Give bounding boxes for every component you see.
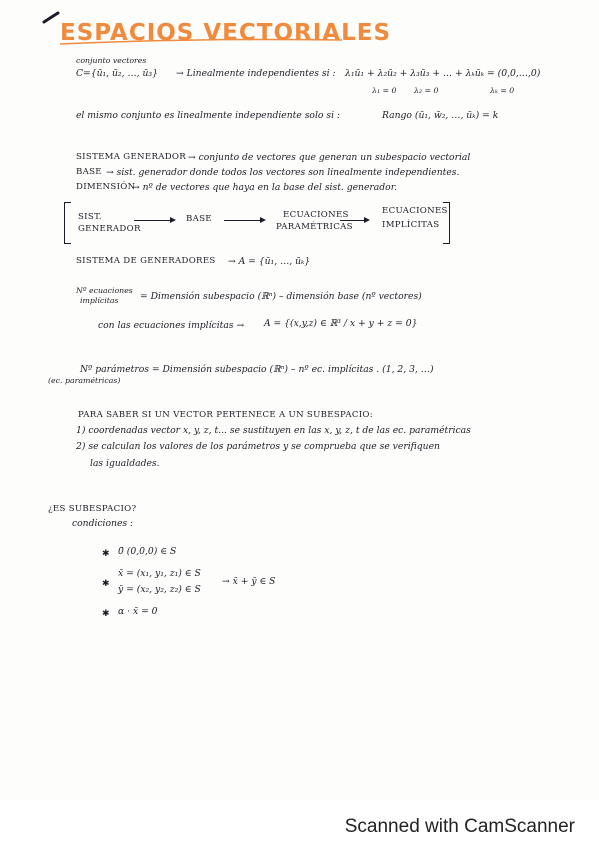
flow-item-ecuaciones-1: ECUACIONES	[283, 210, 349, 220]
flow-item-parametricas: PARAMÉTRICAS	[276, 222, 353, 232]
condition-scalar: α · x̄ = 0	[118, 606, 158, 617]
implicit-label-2: implícitas	[80, 296, 119, 305]
belongs-step-1: 1) coordenadas vector x, y, z, t... se sustituyen en las x, y, z, t de las ec. paramétricas	[76, 425, 471, 436]
implicit-example: A = {(x,y,z) ∈ ℝ³ / x + y + z = 0}	[264, 318, 418, 329]
bullet-3: ✱	[102, 609, 110, 619]
lambda-k: λₖ = 0	[490, 86, 515, 95]
condition-sum-result: → x̄ + ȳ ∈ S	[222, 576, 276, 587]
def-label-dimension: DIMENSIÓN	[76, 182, 136, 192]
page-title: ESPACIOS VECTORIALES	[60, 20, 392, 46]
generators-text: → A = {ū₁, …, ūₖ}	[228, 256, 311, 267]
parametric-formula: Nº parámetros = Dimensión subespacio (ℝⁿ) – nº ec. implícitas . (1, 2, 3, …)	[80, 364, 434, 375]
generators-label: SISTEMA DE GENERADORES	[76, 256, 216, 266]
flow-bracket-left	[64, 202, 71, 244]
parametric-note: (ec. paramétricas)	[48, 376, 121, 385]
def-label-base: BASE	[76, 167, 102, 177]
rank-text: Rango (ū₁, w̄₂, …, ūₖ) = k	[382, 110, 499, 121]
flow-arrow-2	[224, 220, 264, 221]
subspace-question: ¿ES SUBESPACIO?	[48, 504, 137, 514]
same-set-text: el mismo conjunto es linealmente independiente solo si :	[76, 110, 341, 121]
bullet-1: ✱	[102, 549, 110, 559]
implicit-label-1: Nº ecuaciones	[76, 286, 133, 295]
flow-item-generador: GENERADOR	[78, 224, 141, 234]
belongs-step-3: las igualdades.	[90, 458, 160, 469]
flow-arrow-1	[134, 220, 174, 221]
implicit-example-prefix: con las ecuaciones implícitas →	[98, 320, 245, 331]
scanner-footer	[0, 800, 599, 848]
lambda-2: λ₂ = 0	[414, 86, 439, 95]
def-label-system: SISTEMA GENERADOR	[76, 152, 187, 162]
condition-x-vector: x̄ = (x₁, y₁, z₁) ∈ S	[118, 568, 201, 579]
bullet-2: ✱	[102, 579, 110, 589]
condition-zero-vector: 0̄ (0,0,0) ∈ S	[118, 546, 177, 557]
flow-arrow-3	[340, 220, 368, 221]
def-text-system: → conjunto de vectores que generan un subespacio vectorial	[188, 152, 471, 163]
flow-item-base: BASE	[186, 214, 212, 224]
flow-item-ecuaciones-2: ECUACIONES	[382, 206, 448, 216]
def-text-dimension: → nº de vectores que haya en la base del sist. generador.	[132, 182, 397, 193]
implicit-formula: = Dimensión subespacio (ℝⁿ) – dimensión base (nº vectores)	[140, 291, 422, 302]
lambda-1: λ₁ = 0	[372, 86, 397, 95]
intro-equation: λ₁ū₁ + λ₂ū₂ + λ₃ū₃ + … + λₖūₖ = (0,0,…,0)	[345, 68, 541, 79]
scanner-watermark: Scanned with CamScanner	[344, 816, 575, 837]
intro-label: conjunto vectores	[76, 56, 147, 65]
def-text-base: → sist. generador donde todos los vectores son linealmente independientes.	[106, 167, 460, 178]
intro-set: C={ū₁, ū₂, …, ū₃}	[76, 68, 158, 79]
belongs-heading: PARA SABER SI UN VECTOR PERTENECE A UN SUBESPACIO:	[78, 410, 373, 420]
intro-arrow-text: → Linealmente independientes si :	[176, 68, 336, 79]
belongs-step-2: 2) se calculan los valores de los parámetros y se comprueba que se verifiquen	[76, 441, 440, 452]
condition-y-vector: ȳ = (x₂, y₂, z₂) ∈ S	[118, 584, 201, 595]
subspace-conditions-label: condiciones :	[72, 518, 134, 529]
title-block	[42, 10, 392, 50]
flow-item-sist: SIST.	[78, 212, 102, 222]
flow-item-implicitas: IMPLÍCITAS	[382, 220, 440, 230]
